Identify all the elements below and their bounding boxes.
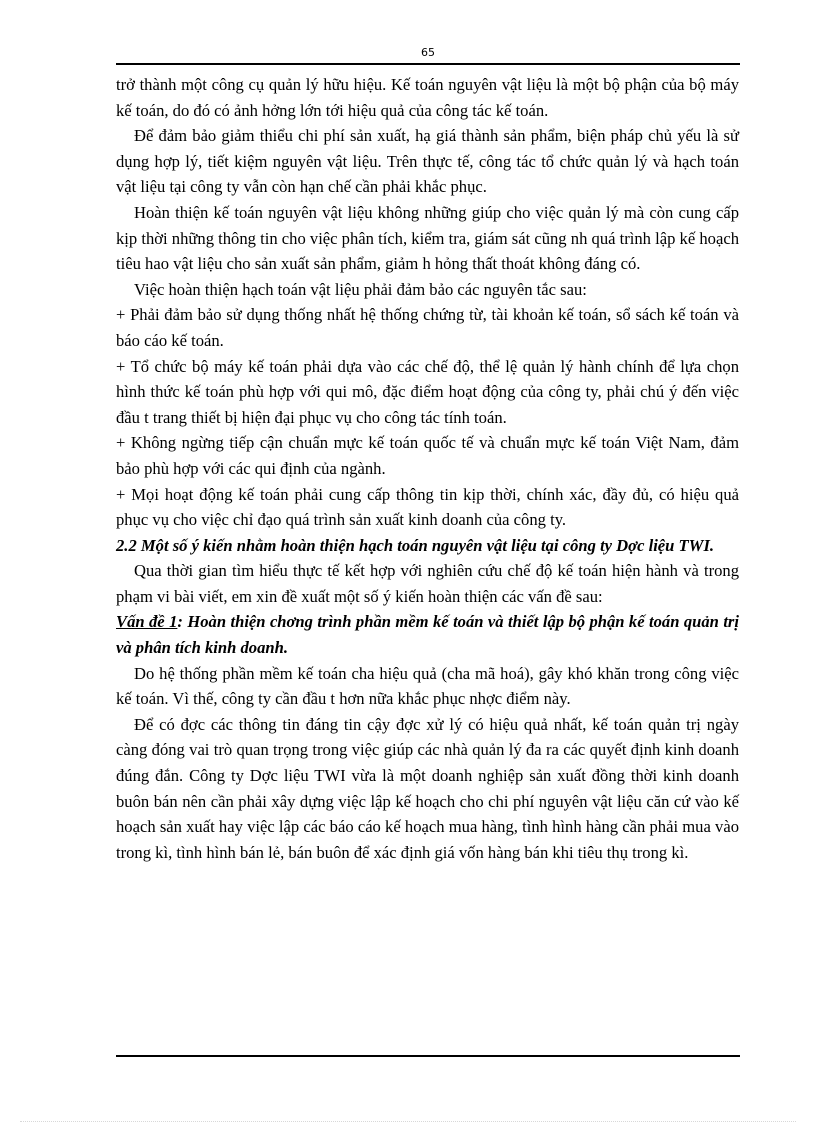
- page-number: 65: [421, 46, 435, 59]
- paragraph-management-accounting: Để có đợc các thông tin đáng tin cậy đợc xử lý có hiệu quả nhất, kế toán quản trị ngày càng đóng vai trò quan trọng trong việc giúp các nhà quản lý đa ra các quyết định kinh doanh đúng đắn. Công ty Dợc liệu TWI vừa là một doanh nghiệp sản xuất đồng thời kinh doanh buôn bán nên cần phải xây dựng việc lập kế hoạch cho chi phí nguyên vật liệu căn cứ vào kế hoạch sản xuất hay việc lập các báo cáo kế hoạch mua hàng, tình hình hàng cần phải mua vào trong kì, tình hình bán lẻ, bán buôn để xác định giá vốn hàng bán khi tiêu thụ trong kì.: [116, 714, 739, 862]
- issue-label: Vấn đề 1: [116, 612, 178, 632]
- paragraph-continued: trở thành một công cụ quản lý hữu hiệu. Kế toán nguyên vật liệu là một bộ phận của bộ máy kế toán, do đó có ảnh hởng lớn tới hiệu quả của công tác kế toán.: [116, 75, 739, 120]
- principle-item: + Mọi hoạt động kế toán phải cung cấp thông tin kịp thời, chính xác, đầy đủ, có hiệu quả phục vụ cho việc chỉ đạo quá trình sản xuất kinh doanh của công ty.: [116, 484, 739, 530]
- principle-item: + Phải đảm bảo sử dụng thống nhất hệ thống chứng từ, tài khoản kế toán, sổ sách kế toán và báo cáo kế toán.: [116, 305, 739, 350]
- paragraph-principles-intro: Việc hoàn thiện hạch toán vật liệu phải đảm bảo các nguyên tắc sau:: [134, 279, 587, 299]
- body-text: [116, 72, 739, 865]
- paragraph-improvement: Hoàn thiện kế toán nguyên vật liệu không những giúp cho việc quản lý mà còn cung cấp kịp thời những thông tin cho việc phân tích, kiểm tra, giám sát cũng nh quá trình lập kế hoạch tiêu hao vật liệu cho sản xuất sản phẩm, giảm h hỏng thất thoát không đáng có.: [116, 202, 739, 274]
- issue-colon: :: [177, 612, 183, 632]
- paragraph-software: Do hệ thống phần mềm kế toán cha hiệu quả (cha mã hoá), gây khó khăn trong công việc kế toán. Vì thế, công ty cần đầu t hơn nữa khắc phục nhợc điểm này.: [116, 663, 739, 709]
- paragraph-proposal-intro: Qua thời gian tìm hiểu thực tế kết hợp với nghiên cứu chế độ kế toán hiện hành và trong phạm vi bài viết, em xin đề xuất một số ý kiến hoàn thiện các vấn đề sau:: [116, 561, 739, 606]
- page-edge-dots: [20, 1121, 796, 1122]
- issue-title: Hoàn thiện chơng trình phần mềm kế toán và thiết lập bộ phận kế toán quản trị và phân tích kinh doanh.: [116, 612, 739, 658]
- footer-rule: [116, 1055, 740, 1057]
- header-rule: [116, 63, 740, 65]
- principle-item: + Không ngừng tiếp cận chuẩn mực kế toán quốc tế và chuẩn mực kế toán Việt Nam, đảm bảo phù hợp với các qui định của ngành.: [116, 433, 739, 478]
- section-heading: 2.2 Một số ý kiến nhằm hoàn thiện hạch toán nguyên vật liệu tại công ty Dợc liệu TWI.: [116, 535, 715, 555]
- issue-heading: [116, 609, 739, 660]
- principle-item: + Tổ chức bộ máy kế toán phải dựa vào các chế độ, thể lệ quản lý hành chính để lựa chọn hình thức kế toán phù hợp với qui mô, đặc điểm hoạt động của công ty, phải chú ý đến việc đầu t trang thiết bị hiện đại phục vụ cho công tác tính toán.: [116, 356, 739, 427]
- paragraph-cost-reduction: Để đảm bảo giảm thiểu chi phí sản xuất, hạ giá thành sản phẩm, biện pháp chủ yếu là sử dụng hợp lý, tiết kiệm nguyên vật liệu. Trên thực tế, công tác tổ chức quản lý và hạch toán vật liệu tại công ty vẫn còn hạn chế cần phải khắc phục.: [116, 126, 739, 197]
